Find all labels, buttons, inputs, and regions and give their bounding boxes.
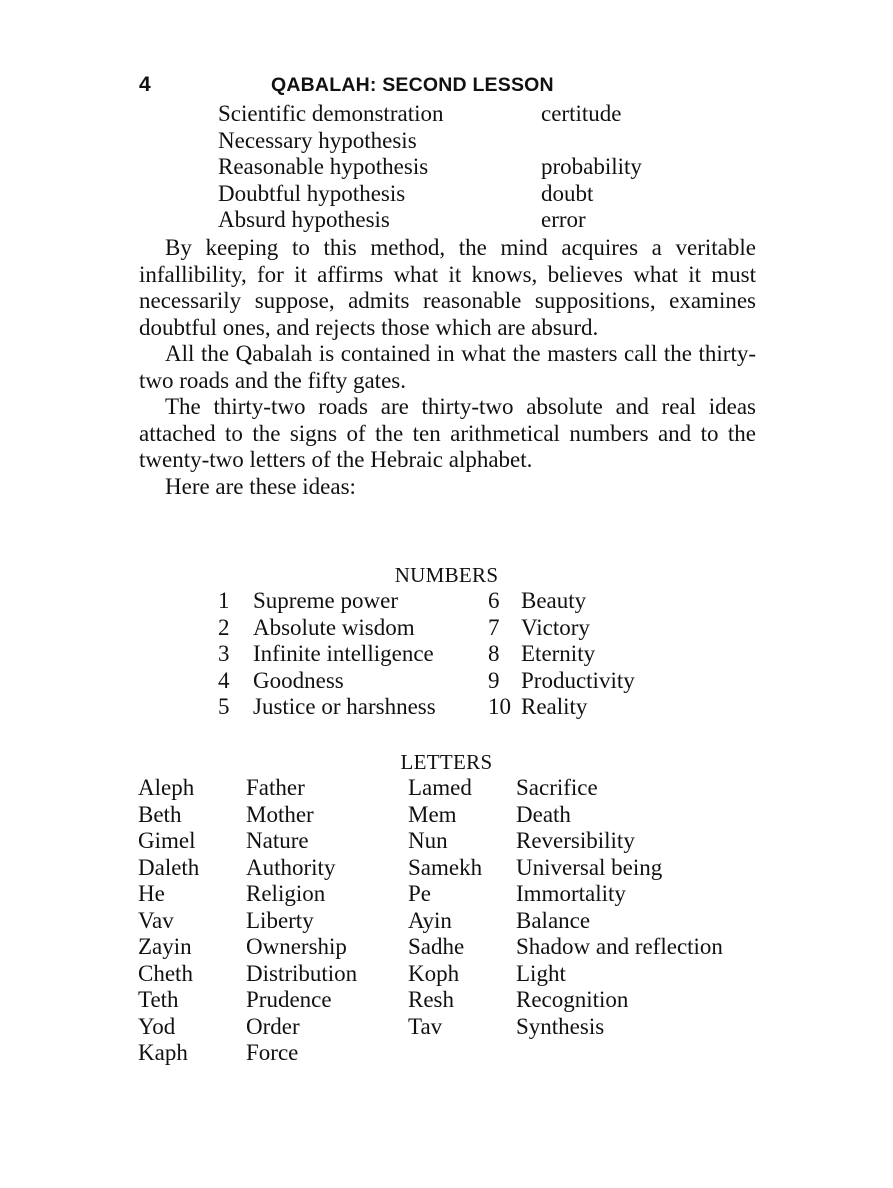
letters-row xyxy=(138,1014,723,1041)
result-cell: error xyxy=(541,207,586,232)
letter-idea: Authority xyxy=(246,854,336,880)
method-cell: Doubtful hypothesis xyxy=(218,180,406,206)
idea-cell: Justice or harshness xyxy=(253,694,436,719)
idea-cell: Supreme power xyxy=(253,588,398,613)
letter-idea: Prudence xyxy=(246,987,332,1012)
number-cell: 7 xyxy=(488,614,500,640)
number-cell: 6 xyxy=(488,588,500,613)
result-cell xyxy=(541,128,642,155)
page-number: 4 xyxy=(139,73,151,96)
letter-idea: Universal being xyxy=(516,854,663,880)
numbers-row xyxy=(218,615,635,642)
number-cell: 1 xyxy=(218,588,230,613)
letter-idea: Death xyxy=(516,801,571,827)
paragraph-intro-ideas: Here are these ideas: xyxy=(165,473,356,499)
number-cell: 5 xyxy=(218,694,230,719)
letters-row xyxy=(138,828,723,855)
number-cell: 4 xyxy=(218,667,230,693)
letter-name: Gimel xyxy=(138,828,196,853)
letter-idea: Balance xyxy=(516,907,591,933)
idea-cell: Goodness xyxy=(253,667,344,693)
letter-name: Koph xyxy=(408,960,460,986)
letters-heading: LETTERS xyxy=(400,750,493,774)
certitude-row xyxy=(218,207,642,234)
letter-name: Resh xyxy=(408,987,454,1012)
letter-idea: Light xyxy=(516,960,566,986)
method-cell: Necessary hypothesis xyxy=(218,127,417,153)
idea-cell: Productivity xyxy=(521,667,635,693)
numbers-heading: NUMBERS xyxy=(394,563,499,587)
result-cell: certitude xyxy=(541,101,622,126)
numbers-row xyxy=(218,668,635,695)
paragraph-method: By keeping to this method, the mind acquires a veritable infallibility, for it affirms what it knows, believes what it must necessarily suppose, admits reasonable suppositions, examines doubtful ones, and rejects those which are absurd. xyxy=(139,235,756,340)
result-cell: doubt xyxy=(541,180,594,206)
method-cell: Absurd hypothesis xyxy=(218,207,390,232)
letters-table xyxy=(138,775,723,1067)
numbers-row xyxy=(218,641,635,668)
paragraph-thirty-two-roads: The thirty-two roads are thirty-two absolute and real ideas attached to the signs of the ten arithmetical numbers and to the twenty-two letters of the Hebraic alphabet. xyxy=(139,394,756,472)
letters-row xyxy=(138,802,723,829)
letter-name: Beth xyxy=(138,801,182,827)
letter-idea: Shadow and reflection xyxy=(516,934,723,959)
letter-idea: Religion xyxy=(246,881,326,906)
letter-idea: Synthesis xyxy=(516,1013,605,1039)
letter-idea: Ownership xyxy=(246,934,347,959)
letter-idea: Order xyxy=(246,1013,300,1039)
number-cell: 8 xyxy=(488,641,500,666)
letter-name: Aleph xyxy=(138,775,195,800)
letters-row xyxy=(138,934,723,961)
certitude-row xyxy=(218,154,642,181)
letter-name: Yod xyxy=(138,1013,176,1039)
idea-cell: Beauty xyxy=(521,588,587,613)
letters-row xyxy=(138,961,723,988)
letter-name: Ayin xyxy=(408,907,452,933)
letter-idea: Nature xyxy=(246,828,309,853)
running-title: QABALAH: SECOND LESSON xyxy=(271,74,554,96)
letter-name: Samekh xyxy=(408,854,483,880)
letter-name: He xyxy=(138,881,165,906)
number-cell: 2 xyxy=(218,614,230,640)
letter-name: Zayin xyxy=(138,934,192,959)
letter-idea: Reversibility xyxy=(516,828,635,853)
idea-cell: Victory xyxy=(521,614,590,640)
letter-idea: Distribution xyxy=(246,960,358,986)
paragraph-roads-gates: All the Qabalah is contained in what the masters call the thirty-two roads and the fifty gates. xyxy=(139,341,756,393)
letters-row xyxy=(138,908,723,935)
letters-row xyxy=(138,881,723,908)
letters-row xyxy=(138,987,723,1014)
certitude-row xyxy=(218,181,642,208)
letter-idea: Force xyxy=(246,1040,299,1065)
number-cell: 10 xyxy=(488,694,511,719)
method-cell: Scientific demonstration xyxy=(218,101,444,126)
letter-idea: Recognition xyxy=(516,987,629,1012)
letter-name: Kaph xyxy=(138,1040,188,1065)
numbers-table xyxy=(218,588,635,721)
idea-cell: Eternity xyxy=(521,641,596,666)
letter-name: Teth xyxy=(138,987,179,1012)
letter-name: Lamed xyxy=(408,775,472,800)
certitude-row xyxy=(218,101,642,128)
body-text xyxy=(139,235,756,500)
letter-name: Pe xyxy=(408,881,431,906)
letter-idea xyxy=(516,1040,723,1067)
letter-name: Cheth xyxy=(138,960,193,986)
letters-row xyxy=(138,775,723,802)
number-cell: 9 xyxy=(488,667,500,693)
letter-name: Mem xyxy=(408,801,457,827)
letter-name xyxy=(408,1040,516,1067)
idea-cell: Absolute wisdom xyxy=(253,614,415,640)
letter-name: Tav xyxy=(408,1013,443,1039)
certitude-table xyxy=(218,101,642,234)
letter-name: Nun xyxy=(408,828,448,853)
idea-cell: Infinite intelligence xyxy=(253,641,434,666)
certitude-row xyxy=(218,128,642,155)
idea-cell: Reality xyxy=(521,694,588,719)
letter-idea: Father xyxy=(246,775,305,800)
number-cell: 3 xyxy=(218,641,230,666)
letter-idea: Liberty xyxy=(246,907,314,933)
letter-name: Vav xyxy=(138,907,174,933)
letter-name: Sadhe xyxy=(408,934,465,959)
letter-idea: Mother xyxy=(246,801,314,827)
letters-row xyxy=(138,855,723,882)
numbers-row xyxy=(218,694,635,721)
letters-row xyxy=(138,1040,723,1067)
numbers-row xyxy=(218,588,635,615)
letter-idea: Sacrifice xyxy=(516,775,598,800)
letter-name: Daleth xyxy=(138,854,200,880)
result-cell: probability xyxy=(541,154,642,179)
method-cell: Reasonable hypothesis xyxy=(218,154,429,179)
letter-idea: Immortality xyxy=(516,881,626,906)
